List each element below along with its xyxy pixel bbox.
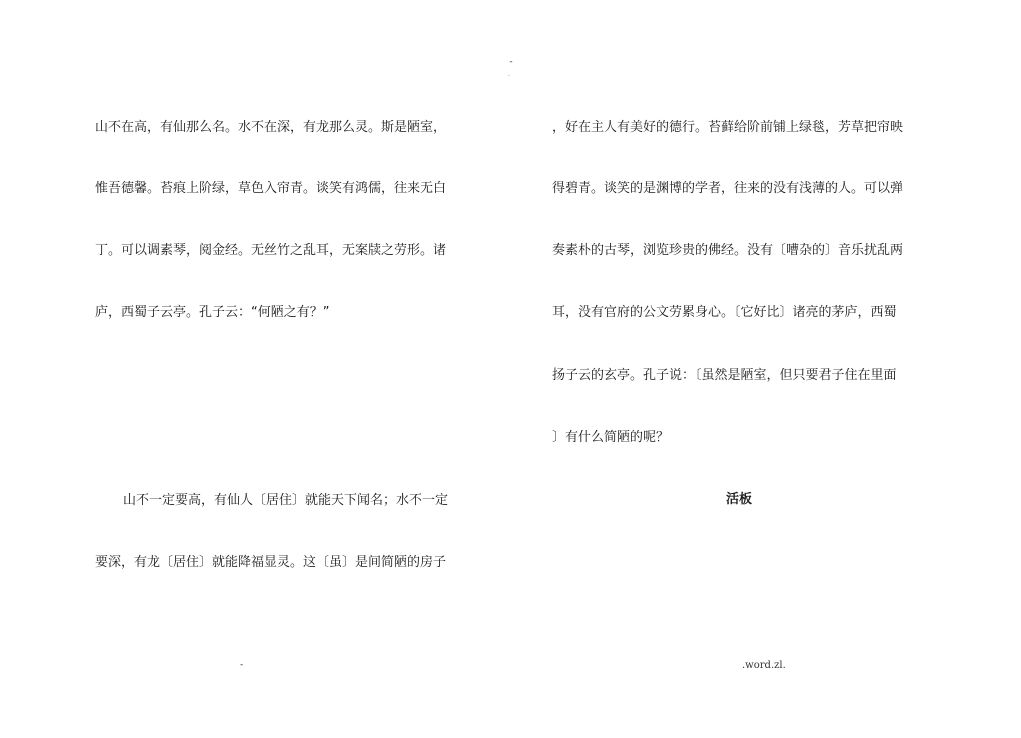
footer-left-mark: - xyxy=(240,660,244,670)
original-text-line: 惟吾德馨。苔痕上阶绿，草色入帘青。谈笑有鸿儒，往来无白 xyxy=(95,181,447,196)
header-mark: - xyxy=(509,57,513,67)
footer-right-text: .word.zl. xyxy=(742,660,786,671)
original-text-line: 山不在高，有仙那么名。水不在深，有龙那么灵。斯是陋室， xyxy=(95,120,447,135)
original-text-line: 庐，西蜀子云亭。孔子云：“何陋之有？” xyxy=(95,305,330,320)
translation-text-line: 得碧青。谈笑的是渊博的学者，往来的没有浅薄的人。可以弹 xyxy=(552,181,904,196)
translation-text-line: 耳，没有官府的公文劳累身心。〔它好比〕诸亮的茅庐，西蜀 xyxy=(552,305,897,320)
translation-text-line: 要深，有龙〔居住〕就能降福显灵。这〔虽〕是间简陋的房子 xyxy=(95,555,447,570)
translation-text-line: 奏素朴的古琴，浏览珍贵的佛经。没有〔嘈杂的〕音乐扰乱两 xyxy=(552,243,904,258)
original-text-line: 丁。可以调素琴，阅金经。无丝竹之乱耳，无案牍之劳形。诸 xyxy=(95,243,447,258)
section-title: 活板 xyxy=(725,492,752,507)
translation-text-line: ，好在主人有美好的德行。苔藓给阶前铺上绿毯，芳草把帘映 xyxy=(552,120,904,135)
translation-text-line: 〕有什么简陋的呢？ xyxy=(552,430,670,445)
translation-text-line: 扬子云的玄亭。孔子说：〔虽然是陋室，但只要君子住在里面 xyxy=(552,368,897,383)
translation-text-line: 山不一定要高，有仙人〔居住〕就能天下闻名；水不一定 xyxy=(123,493,449,508)
header-dot: . xyxy=(508,71,510,78)
